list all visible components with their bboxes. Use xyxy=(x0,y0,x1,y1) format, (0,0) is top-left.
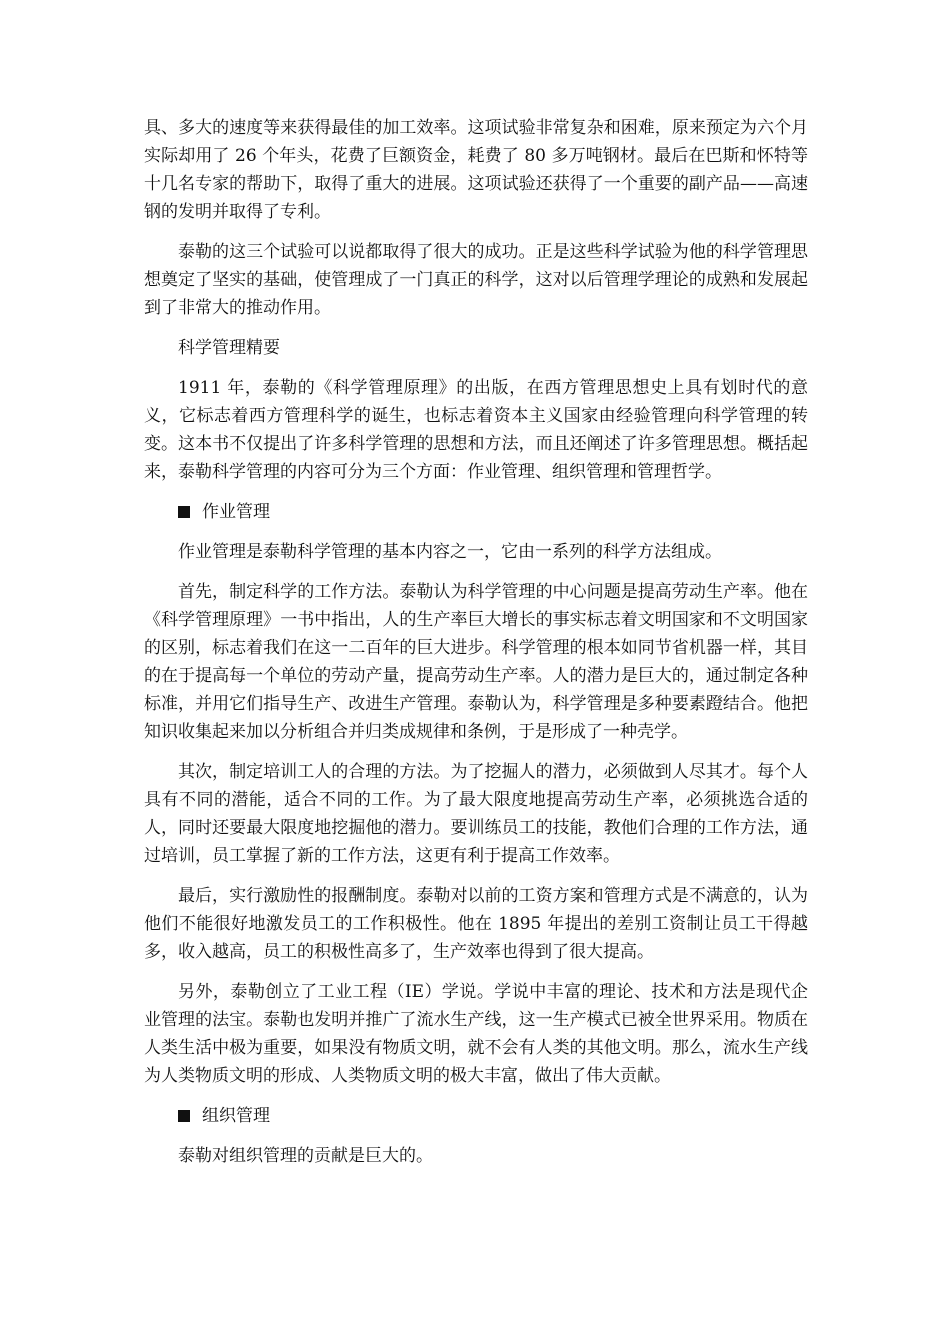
paragraph-three-experiments: 泰勒的这三个试验可以说都取得了很大的成功。正是这些科学试验为他的科学管理思想奠定了坚实的基础，使管理成了一门真正的科学，这对以后管理学理论的成熟和发展起到了非常大的推动作用。 xyxy=(144,242,808,318)
paragraph-incentive-pay: 最后，实行激励性的报酬制度。泰勒对以前的工资方案和管理方式是不满意的，认为他们不能很好地激发员工的工作积极性。他在 1895 年提出的差别工资制让员工干得越多，收入越高，员工的积极性高多了，生产效率也得到了很大提高。 xyxy=(144,886,808,962)
paragraph-operations-intro: 作业管理是泰勒科学管理的基本内容之一，它由一系列的科学方法组成。 xyxy=(178,542,722,562)
subheading-operations-management xyxy=(144,498,808,526)
paragraph-industrial-engineering: 另外，泰勒创立了工业工程（IE）学说。学说中丰富的理论、技术和方法是现代企业管理的法宝。泰勒也发明并推广了流水生产线，这一生产模式已被全世界采用。物质在人类生活中极为重要，如果没有物质文明，就不会有人类的其他文明。那么，流水生产线为人类物质文明的形成、人类物质文明的极大丰富，做出了伟大贡献。 xyxy=(144,982,808,1086)
square-bullet-icon xyxy=(178,506,190,518)
paragraph-high-speed-steel: 具、多大的速度等来获得最佳的加工效率。这项试验非常复杂和困难，原来预定为六个月实际却用了 26 个年头，花费了巨额资金，耗费了 80 多万吨钢材。最后在巴斯和怀特等十几名专家的帮助下，取得了重大的进展。这项试验还获得了一个重要的副产品——高速钢的发明并取得了专利。 xyxy=(144,118,808,222)
paragraph-training: 其次，制定培训工人的合理的方法。为了挖掘人的潜力，必须做到人尽其才。每个人具有不同的潜能，适合不同的工作。为了最大限度地提高劳动生产率，必须挑选合适的人，同时还要最大限度地挖掘他的潜力。要训练员工的技能，教他们合理的工作方法，通过培训，员工掌握了新的工作方法，这更有利于提高工作效率。 xyxy=(144,762,808,866)
paragraph-principles-book: 1911 年，泰勒的《科学管理原理》的出版，在西方管理思想史上具有划时代的意义，它标志着西方管理科学的诞生，也标志着资本主义国家由经验管理向科学管理的转变。这本书不仅提出了许多科学管理的思想和方法，而且还阐述了许多管理思想。概括起来，泰勒科学管理的内容可分为三个方面：作业管理、组织管理和管理哲学。 xyxy=(144,378,808,482)
subheading-label: 作业管理 xyxy=(202,502,270,522)
paragraph-work-methods: 首先，制定科学的工作方法。泰勒认为科学管理的中心问题是提高劳动生产率。他在《科学管理原理》一书中指出，人的生产率巨大增长的事实标志着文明国家和不文明国家的区别，标志着我们在这一二百年的巨大进步。科学管理的根本如同节省机器一样，其目的在于提高每一个单位的劳动产量，提高劳动生产率。人的潜力是巨大的，通过制定各种标准，并用它们指导生产、改进生产管理。泰勒认为，科学管理是多种要素蹬结合。他把知识收集起来加以分析组合并归类成规律和条例，于是形成了一种壳学。 xyxy=(144,582,808,742)
document-body xyxy=(144,114,808,1182)
subheading-label: 组织管理 xyxy=(202,1106,270,1126)
section-heading-scientific-management: 科学管理精要 xyxy=(178,338,280,358)
paragraph-organization-contribution: 泰勒对组织管理的贡献是巨大的。 xyxy=(178,1146,433,1166)
square-bullet-icon xyxy=(178,1110,190,1122)
subheading-organizational-management xyxy=(144,1102,808,1130)
